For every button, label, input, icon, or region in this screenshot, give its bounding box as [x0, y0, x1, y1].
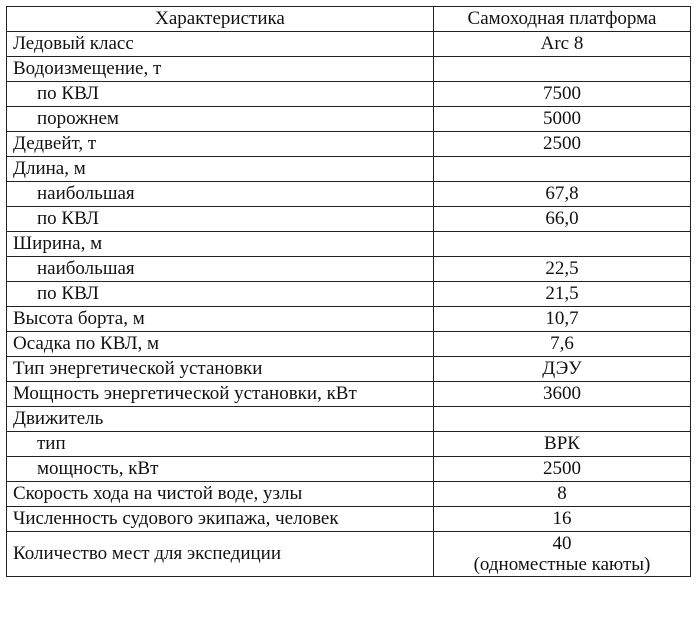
table-row: [7, 232, 691, 257]
row-label: Скорость хода на чистой воде, узлы: [7, 482, 434, 507]
row-value: Arc 8: [434, 32, 691, 57]
row-value: 5000: [434, 107, 691, 132]
row-label: Мощность энергетической установки, кВт: [7, 382, 434, 407]
table-header-row: [7, 7, 691, 32]
row-value: [434, 232, 691, 257]
table-row: [7, 307, 691, 332]
row-label: Численность судового экипажа, человек: [7, 507, 434, 532]
row-label: наибольшая: [7, 257, 434, 282]
row-value-line2: (одноместные каюты): [473, 554, 651, 575]
row-value: [434, 532, 691, 577]
table-body: [7, 32, 691, 532]
row-label: Ширина, м: [7, 232, 434, 257]
table-row: [7, 82, 691, 107]
row-value: ВРК: [434, 432, 691, 457]
row-label: мощность, кВт: [7, 457, 434, 482]
row-label: Водоизмещение, т: [7, 57, 434, 82]
row-label: Тип энергетической установки: [7, 357, 434, 382]
table-row: [7, 507, 691, 532]
table-row: [7, 132, 691, 157]
header-characteristic: Характеристика: [7, 7, 434, 32]
row-label: по КВЛ: [7, 82, 434, 107]
table-row: [7, 482, 691, 507]
table-row: [7, 357, 691, 382]
row-value: 7,6: [434, 332, 691, 357]
row-label: Длина, м: [7, 157, 434, 182]
table-row: [7, 157, 691, 182]
header-platform: Самоходная платформа: [434, 7, 691, 32]
row-value: [434, 57, 691, 82]
row-label: по КВЛ: [7, 282, 434, 307]
spec-table: [6, 6, 691, 577]
row-value: 16: [434, 507, 691, 532]
spec-table-container: [6, 6, 690, 577]
row-value: 66,0: [434, 207, 691, 232]
row-value: 2500: [434, 132, 691, 157]
table-row: [7, 32, 691, 57]
table-row: [7, 107, 691, 132]
row-label: Дедвейт, т: [7, 132, 434, 157]
table-row: [7, 457, 691, 482]
row-label: Количество мест для экспедиции: [7, 532, 434, 577]
table-row: [7, 207, 691, 232]
row-value: 3600: [434, 382, 691, 407]
row-label: Ледовый класс: [7, 32, 434, 57]
table-row: [7, 332, 691, 357]
table-row: [7, 382, 691, 407]
table-row: [7, 57, 691, 82]
row-value: 2500: [434, 457, 691, 482]
row-label: наибольшая: [7, 182, 434, 207]
table-row-expedition-places: [7, 532, 691, 577]
row-label: порожнем: [7, 107, 434, 132]
row-label: тип: [7, 432, 434, 457]
row-value: 8: [434, 482, 691, 507]
table-row: [7, 182, 691, 207]
table-row: [7, 257, 691, 282]
row-value: 7500: [434, 82, 691, 107]
row-value: 21,5: [434, 282, 691, 307]
row-label: Высота борта, м: [7, 307, 434, 332]
row-value: [434, 407, 691, 432]
table-row: [7, 407, 691, 432]
row-label: Осадка по КВЛ, м: [7, 332, 434, 357]
row-value: 10,7: [434, 307, 691, 332]
row-value: [434, 157, 691, 182]
row-value-line1: 40: [552, 533, 572, 554]
table-row: [7, 432, 691, 457]
row-value: ДЭУ: [434, 357, 691, 382]
row-value: 67,8: [434, 182, 691, 207]
table-row: [7, 282, 691, 307]
row-value: 22,5: [434, 257, 691, 282]
row-label: по КВЛ: [7, 207, 434, 232]
row-label: Движитель: [7, 407, 434, 432]
